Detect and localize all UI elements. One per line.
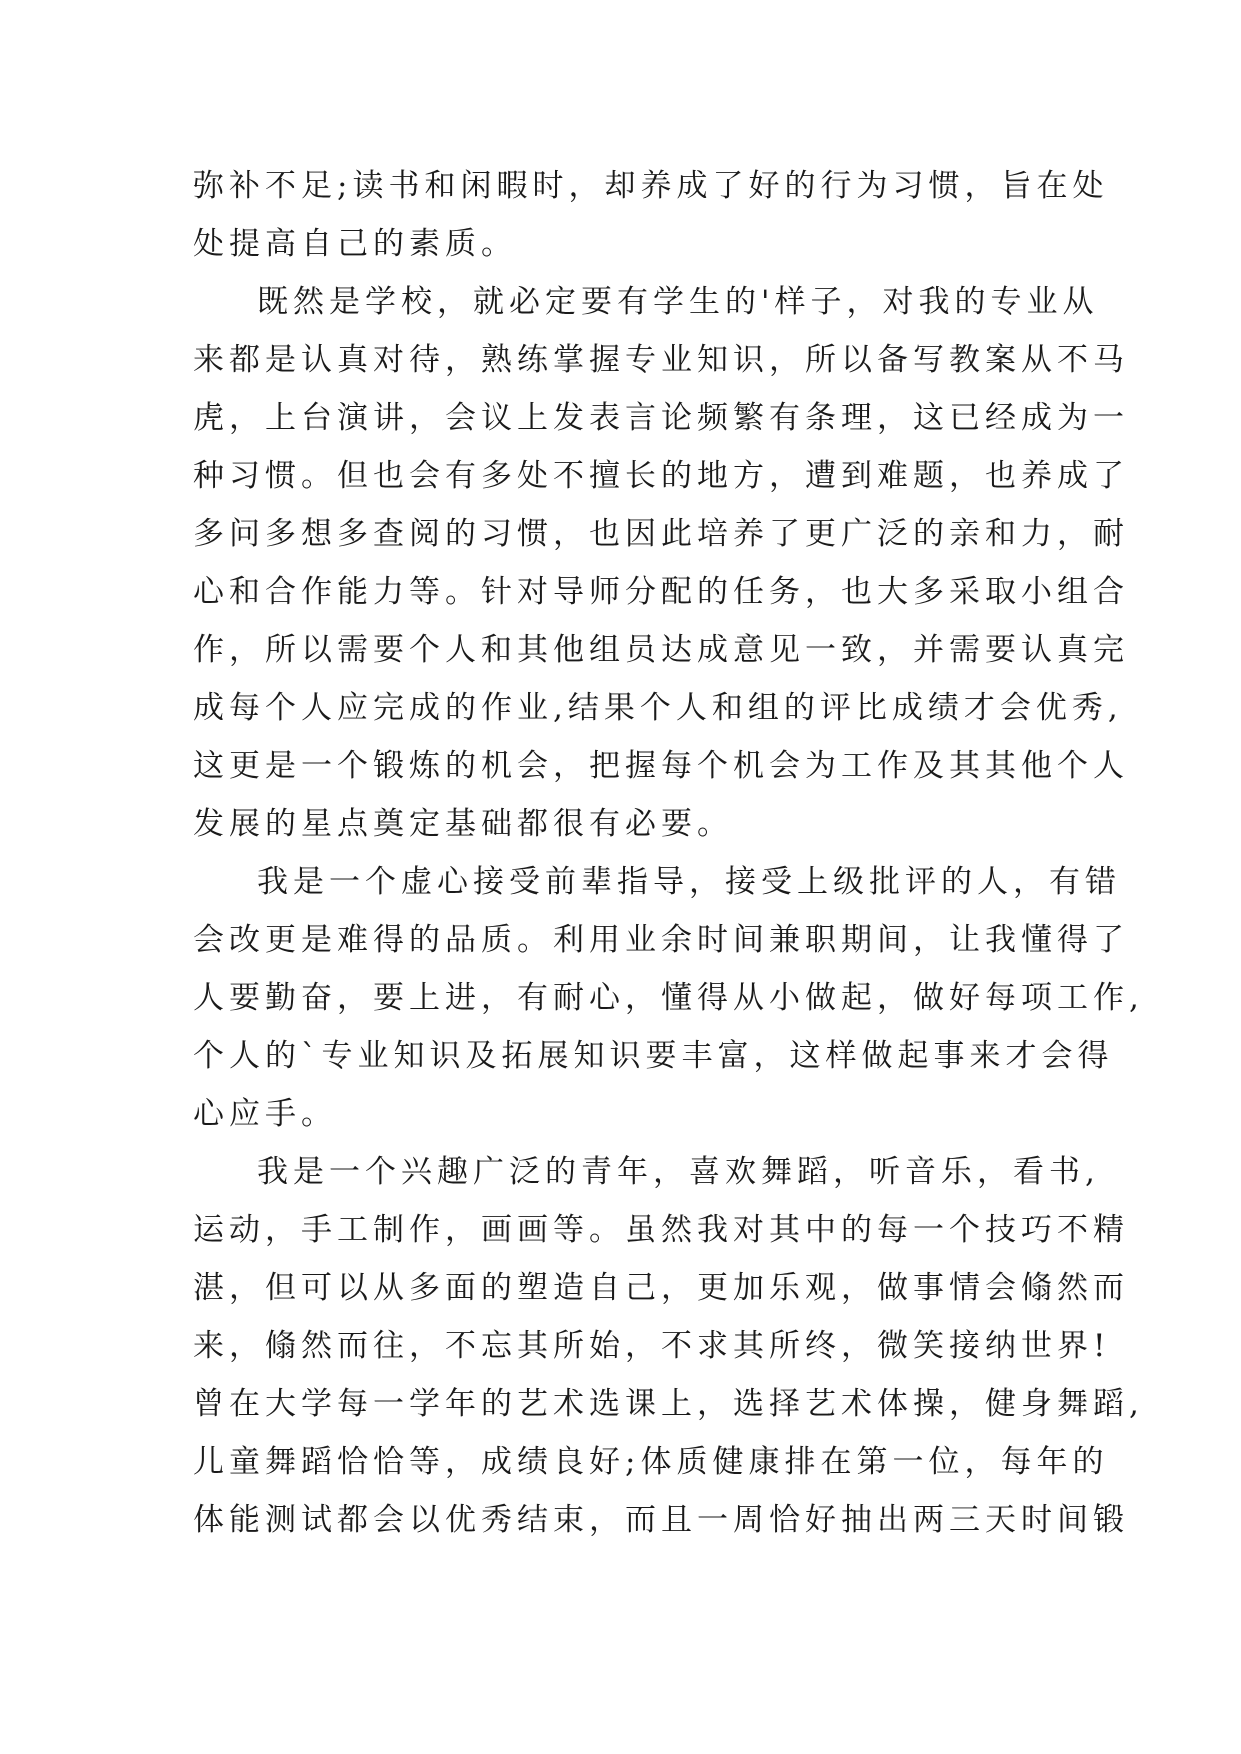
text-line: 会改更是难得的品质。利用业余时间兼职期间，让我懂得了 [193,922,1129,958]
text-line: 发展的星点奠定基础都很有必要。 [193,806,733,842]
text-line: 心和合作能力等。针对导师分配的任务，也大多采取小组合 [193,574,1129,610]
paragraph-first-line: 既然是学校，就必定要有学生的'样子，对我的专业从 [257,284,1099,320]
text-line: 成每个人应完成的作业,结果个人和组的评比成绩才会优秀, [193,690,1123,726]
text-line: 人要勤奋，要上进，有耐心，懂得从小做起，做好每项工作, [193,980,1144,1016]
text-line: 弥补不足;读书和闲暇时，却养成了好的行为习惯，旨在处 [193,168,1109,204]
text-line: 曾在大学每一学年的艺术选课上，选择艺术体操，健身舞蹈, [193,1386,1144,1422]
text-line: 儿童舞蹈恰恰等，成绩良好;体质健康排在第一位，每年的 [193,1444,1109,1480]
text-line: 作，所以需要个人和其他组员达成意见一致，并需要认真完 [193,632,1129,668]
text-line: 种习惯。但也会有多处不擅长的地方，遭到难题，也养成了 [193,458,1129,494]
text-line: 体能测试都会以优秀结束，而且一周恰好抽出两三天时间锻 [193,1502,1129,1538]
text-line: 运动，手工制作，画画等。虽然我对其中的每一个技巧不精 [193,1212,1129,1248]
text-line: 个人的`专业知识及拓展知识要丰富，这样做起事来才会得 [193,1038,1114,1074]
paragraph-first-line: 我是一个虚心接受前辈指导，接受上级批评的人，有错 [257,864,1121,900]
text-line: 虎，上台演讲，会议上发表言论频繁有条理，这已经成为一 [193,400,1129,436]
text-line: 来，翛然而往，不忘其所始，不求其所终，微笑接纳世界! [193,1328,1111,1364]
text-line: 心应手。 [193,1096,337,1132]
text-line: 来都是认真对待，熟练掌握专业知识，所以备写教案从不马 [193,342,1129,378]
text-line: 多问多想多查阅的习惯，也因此培养了更广泛的亲和力，耐 [193,516,1129,552]
text-line: 湛，但可以从多面的塑造自己，更加乐观，做事情会翛然而 [193,1270,1129,1306]
text-line: 这更是一个锻炼的机会，把握每个机会为工作及其其他个人 [193,748,1129,784]
text-line: 处提高自己的素质。 [193,226,517,262]
body-text [193,157,1144,1549]
paragraph-first-line: 我是一个兴趣广泛的青年，喜欢舞蹈，听音乐，看书, [257,1154,1100,1190]
